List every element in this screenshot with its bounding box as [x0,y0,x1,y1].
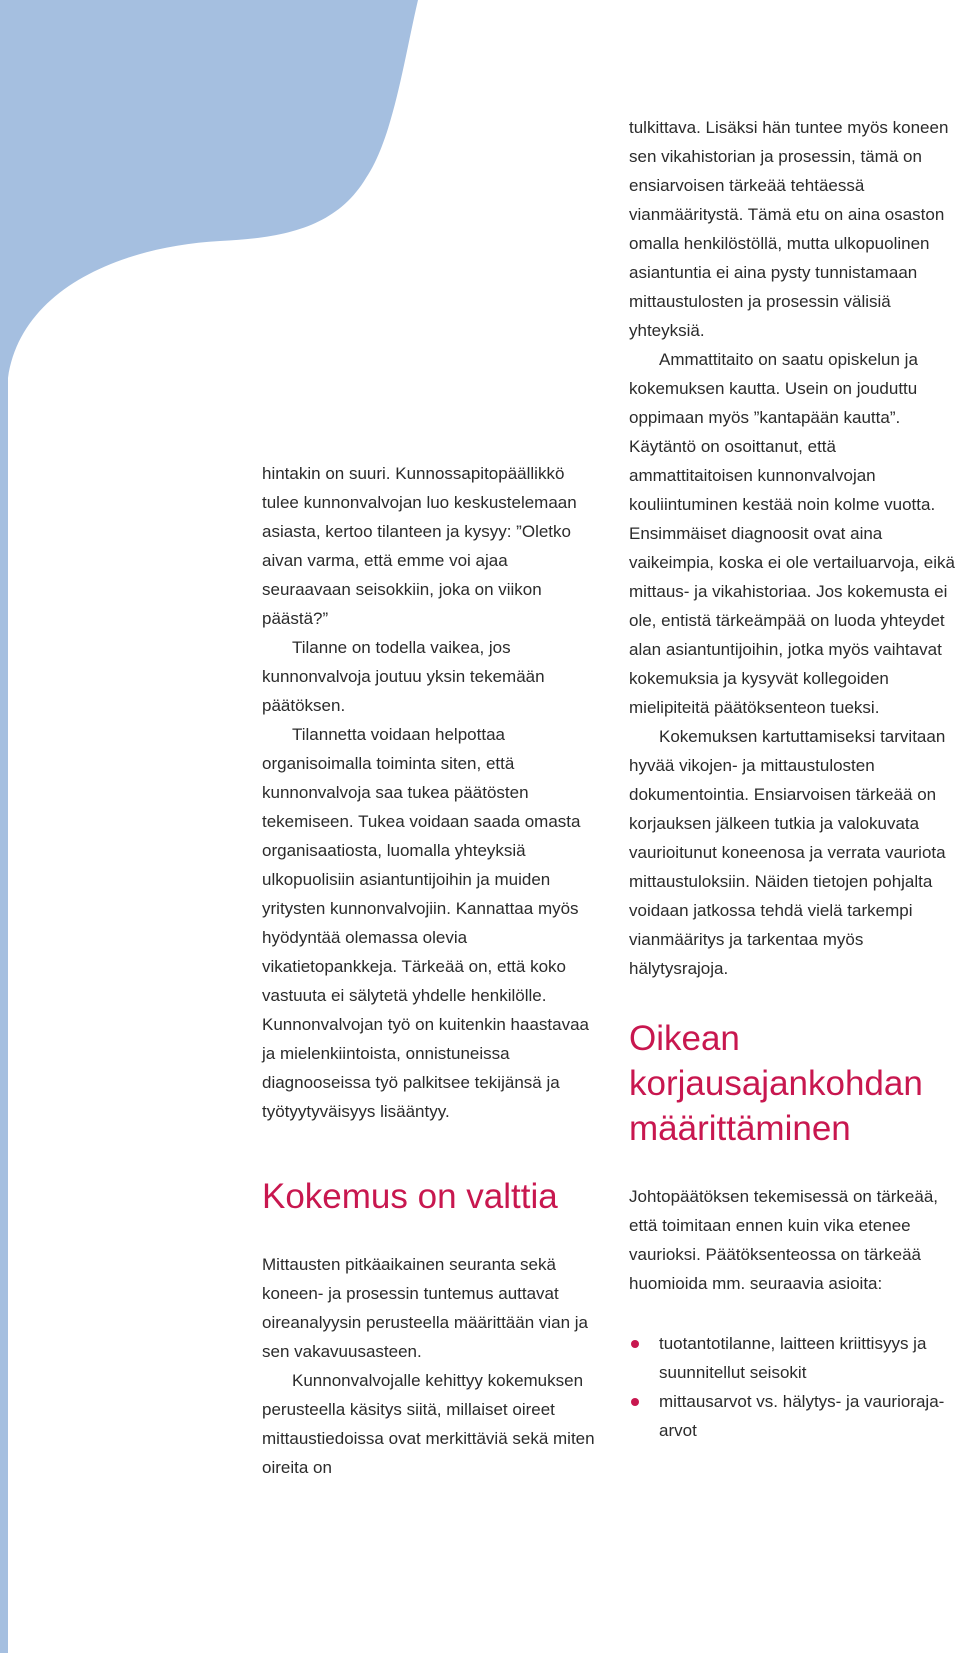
right-text-column [629,113,960,1445]
paragraph: tulkittava. Lisäksi hän tuntee myös koneen sen vikahistorian ja prosessin, tämä on ensiarvoisen tärkeää tehtäessä vianmääritystä. Tämä etu on aina osaston omalla henkilöstöllä, mutta ulkopuolinen asiantuntia ei aina pysty tunnistamaan mittaustulosten ja prosessin välisiä yhteyksiä. [629,118,949,340]
list-item-text: mittausarvot vs. hälytys- ja vaurioraja-arvot [659,1392,945,1440]
paragraph: Tilannetta voidaan helpottaa organisoimalla toiminta siten, että kunnonvalvoja saa tukea päätösten tekemiseen. Tukea voidaan saada omasta organisaatiosta, luomalla yhteyksiä ulkopuolisiin asiantuntijoihin ja muiden yritysten kunnonvalvojiin. Kannattaa myös hyödyntää olemassa olevia vikatietopankkeja. Tärkeää on, että koko vastuuta ei sälytetä yhdelle henkilölle. Kunnonvalvojan työ on kuitenkin haastavaa ja mielenkiintoista, onnistuneissa diagnooseissa työ palkitsee tekijänsä ja työtyytyväisyys lisääntyy. [262,725,590,1121]
paragraph: Johtopäätöksen tekemisessä on tärkeää, että toimitaan ennen kuin vika etenee vaurioksi. Päätöksenteossa on tärkeää huomioida mm. seuraavia asioita: [629,1187,939,1293]
paragraph: hintakin on suuri. Kunnossapitopäällikkö tulee kunnonvalvojan luo keskustelemaan asiasta, kertoo tilanteen ja kysyy: ”Oletko aivan varma, että emme voi ajaa seuraavaan seisokkiin, joka on viikon päästä?” [262,464,577,628]
paragraph: Kokemuksen kartuttamiseksi tarvitaan hyvää vikojen- ja mittaustulosten dokumentointia. Ensiarvoisen tärkeää on korjauksen jälkeen tutkia ja valokuvata vaurioitunut koneenosa ja verrata vauriota mittaustuloksiin. Näiden tietojen pohjalta voidaan jatkossa tehdä vielä tarkempi vianmääritys ja tarkentaa myös hälytysrajoja. [629,727,946,978]
paragraph: Ammattitaito on saatu opiskelun ja kokemuksen kautta. Usein on jouduttu oppimaan myös ”kantapään kautta”. Käytäntö on osoittanut, että ammattitaitoisen kunnonvalvojan kouliintuminen kestää noin kolme vuotta. Ensimmäiset diagnoosit ovat aina vaikeimpia, koska ei ole vertailuarvoja, eikä mittaus- ja vikahistoriaa. Jos kokemusta ei ole, entistä tärkeämpää on luoda yhteydet alan asiantuntijoihin, jotka myös vaihtavat kokemuksia ja kysyvät kollegoiden mielipiteitä päätöksenteon tueksi. [629,350,955,717]
section-heading-kokemus: Kokemus on valttia [262,1177,558,1216]
list-item [629,1329,960,1387]
paragraph: Mittausten pitkäaikainen seuranta sekä koneen- ja prosessin tuntemus auttavat oireanalyysin perusteella määrittään vian ja sen vakavuusasteen. [262,1255,589,1361]
list-item [629,1387,960,1445]
list-item-text: tuotantotilanne, laitteen kriittisyys ja suunnitellut seisokit [659,1334,927,1382]
section-heading-korjausajankohta: Oikean korjausajankohdan määrittäminen [629,1019,923,1148]
paragraph: Tilanne on todella vaikea, jos kunnonvalvoja joutuu yksin tekemään päätöksen. [262,638,545,715]
left-text-column [262,459,597,1482]
bullet-dot-icon [631,1340,639,1348]
bullet-list [629,1329,960,1445]
paragraph: Kunnonvalvojalle kehittyy kokemuksen perusteella käsitys siitä, millaiset oireet mittaustiedoissa ovat merkittäviä sekä miten oireita on [262,1371,595,1477]
bullet-dot-icon [631,1398,639,1406]
